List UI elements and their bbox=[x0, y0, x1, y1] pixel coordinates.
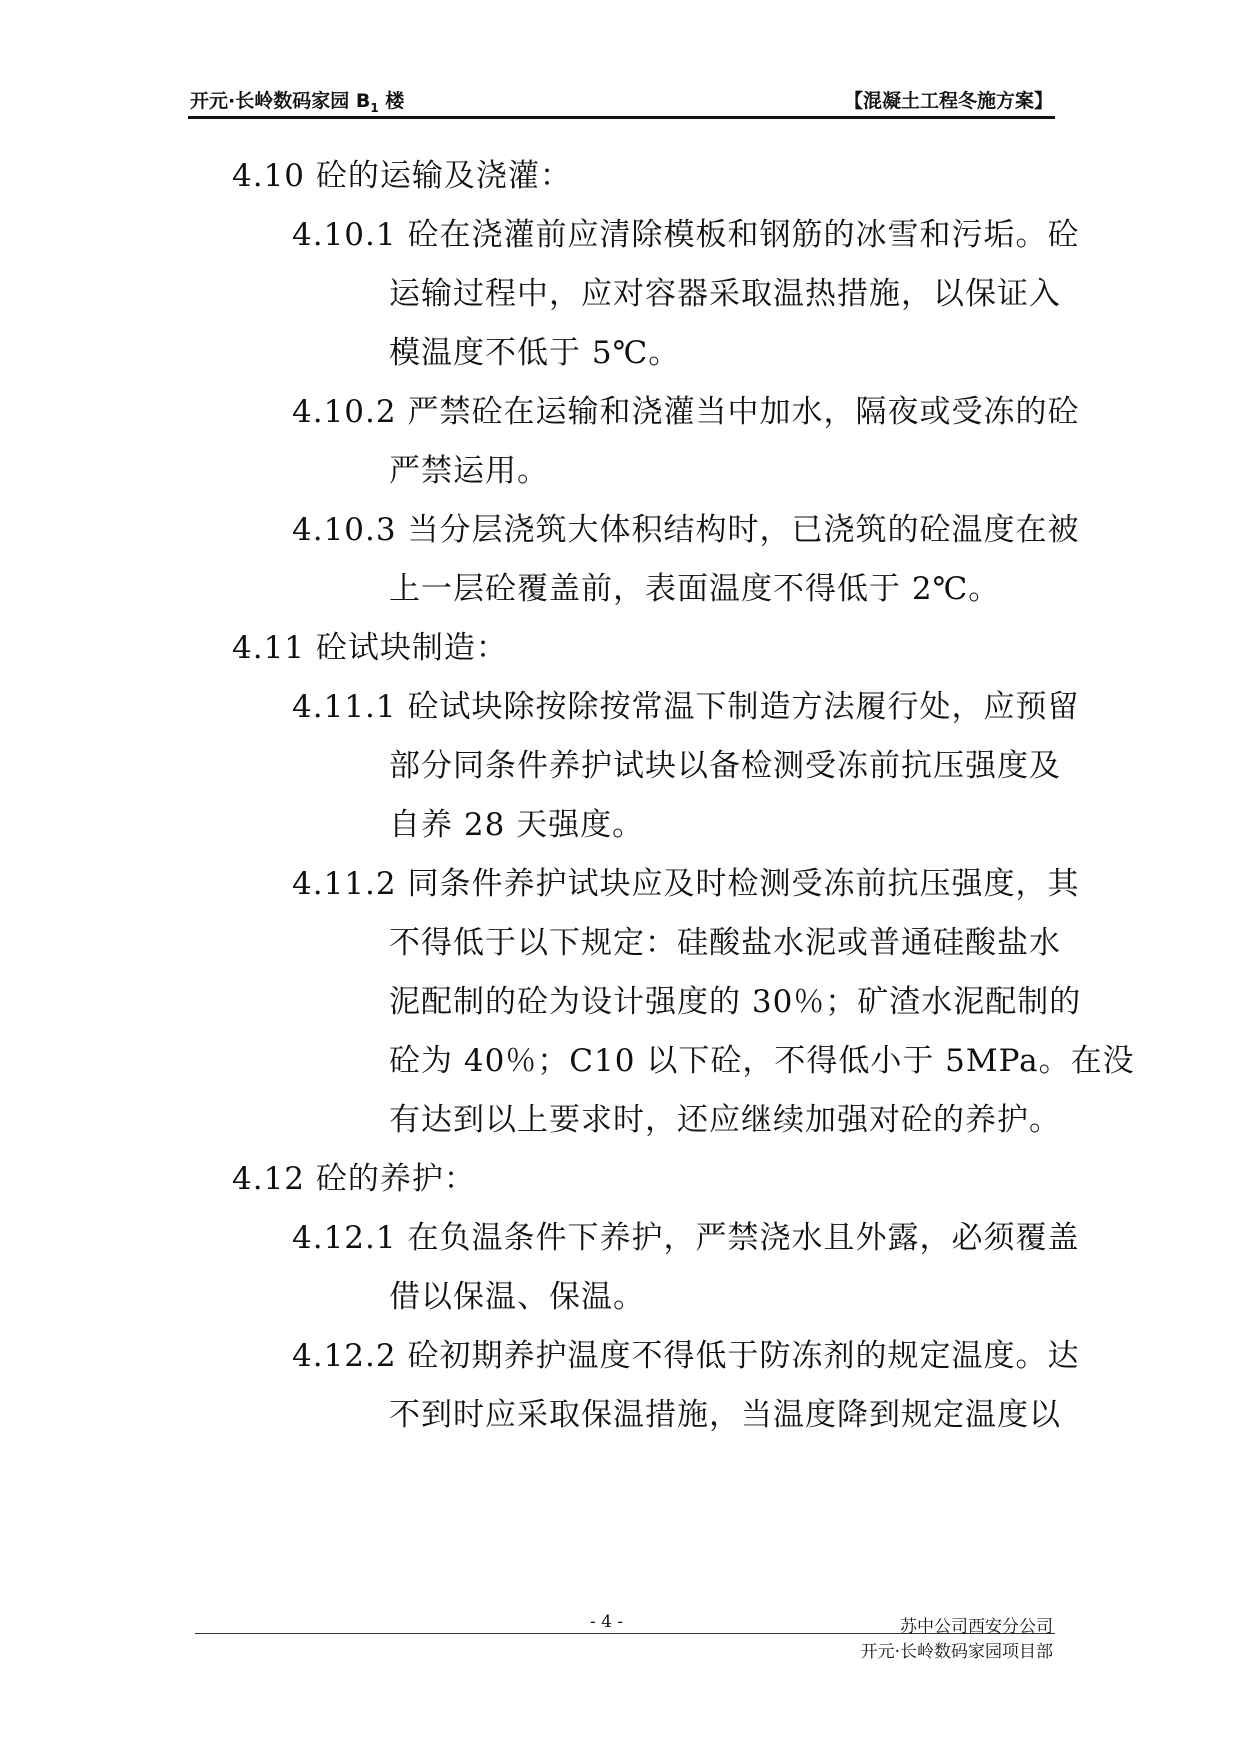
clause-text-line: 严禁运用。 bbox=[389, 453, 549, 489]
section-heading-4-11: 4.11 砼试块制造： bbox=[232, 630, 508, 666]
clause-text-line: 借以保温、保温。 bbox=[389, 1279, 645, 1315]
header-rule bbox=[188, 116, 1055, 119]
header-document-name: 【混凝土工程冬施方案】 bbox=[843, 90, 1053, 112]
header-title: 开元·长岭数码家园 $B_1$ 楼 bbox=[190, 90, 405, 115]
clause-text-line: 自养 28 天强度。 bbox=[389, 807, 645, 843]
clause-4-10-1: 4.10.1 砼在浇灌前应清除模板和钢筋的冰雪和污垢。砼 bbox=[292, 217, 1080, 253]
page-number: - 4 - bbox=[590, 1612, 624, 1632]
clause-4-10-2: 4.10.2 严禁砼在运输和浇灌当中加水，隔夜或受冻的砼 bbox=[292, 394, 1080, 430]
clause-4-10-3: 4.10.3 当分层浇筑大体积结构时，已浇筑的砼温度在被 bbox=[292, 512, 1080, 548]
clause-4-12-2: 4.12.2 砼初期养护温度不得低于防冻剂的规定温度。达 bbox=[292, 1338, 1080, 1374]
clause-text-line: 部分同条件养护试块以备检测受冻前抗压强度及 bbox=[389, 748, 1061, 784]
clause-text-line: 上一层砼覆盖前，表面温度不得低于 2℃。 bbox=[389, 571, 1001, 607]
clause-text-line: 运输过程中，应对容器采取温热措施，以保证入 bbox=[389, 276, 1061, 312]
clause-4-11-2: 4.11.2 同条件养护试块应及时检测受冻前抗压强度，其 bbox=[292, 866, 1080, 902]
clause-text-line: 不得低于以下规定：硅酸盐水泥或普通硅酸盐水 bbox=[389, 925, 1061, 961]
clause-4-12-1: 4.12.1 在负温条件下养护，严禁浇水且外露，必须覆盖 bbox=[292, 1220, 1080, 1256]
clause-text-line: 有达到以上要求时，还应继续加强对砼的养护。 bbox=[389, 1102, 1061, 1138]
clause-text-line: 不到时应采取保温措施，当温度降到规定温度以 bbox=[389, 1397, 1061, 1433]
section-heading-4-10: 4.10 砼的运输及浇灌： bbox=[232, 158, 572, 194]
clause-text-line: 泥配制的砼为设计强度的 30％；矿渣水泥配制的 bbox=[389, 984, 1082, 1020]
section-heading-4-12: 4.12 砼的养护： bbox=[232, 1161, 476, 1197]
clause-text-line: 砼为 40％；C10 以下砼，不得低小于 5MPa。在没 bbox=[389, 1043, 1135, 1079]
footer-project: 开元·长岭数码家园项目部 bbox=[860, 1642, 1053, 1662]
clause-4-11-1: 4.11.1 砼试块除按除按常温下制造方法履行处，应预留 bbox=[292, 689, 1080, 725]
clause-text-line: 模温度不低于 5℃。 bbox=[389, 335, 681, 371]
footer-company: 苏中公司西安分公司 bbox=[900, 1617, 1053, 1637]
